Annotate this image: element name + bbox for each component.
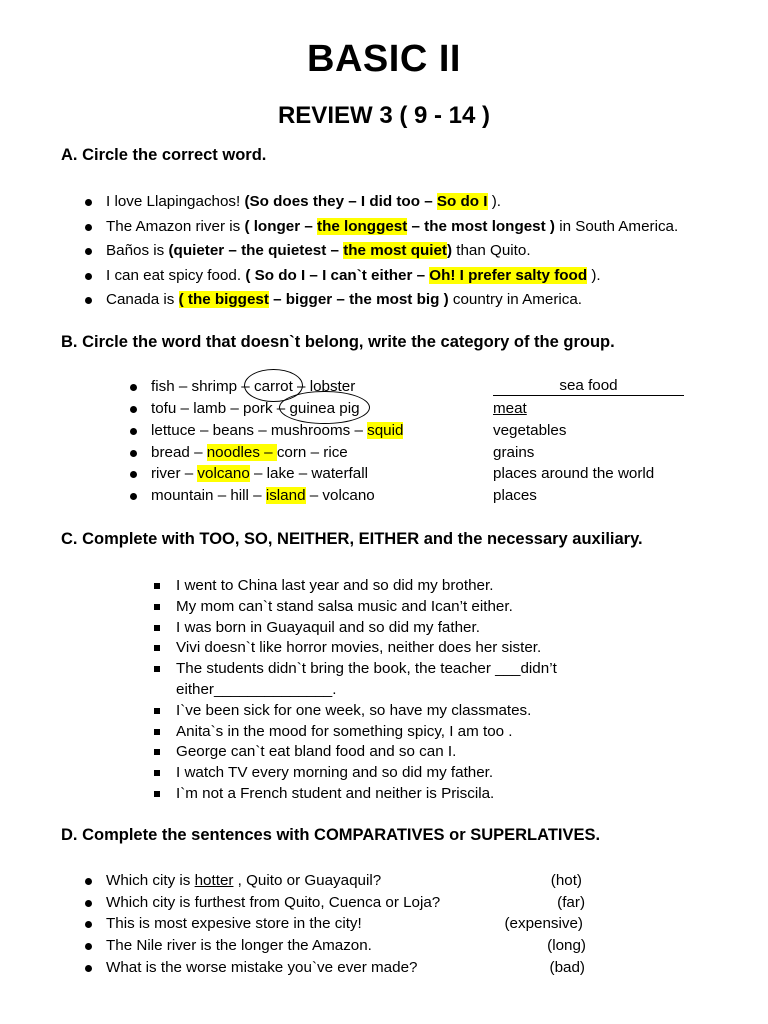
bullet-dot [85, 965, 92, 972]
list-item: George can`t eat bland food and so can I. [176, 743, 457, 760]
list-item: Vivi doesn`t like horror movies, neither does her sister. [176, 639, 542, 656]
list-item: I was born in Guayaquil and so did my father. [176, 619, 480, 636]
list-item [106, 192, 501, 212]
list-item [151, 486, 375, 506]
item-text: , Quito or Guayaquil? [233, 872, 382, 889]
item-text: mountain – hill – [151, 487, 266, 504]
item-text: fish – shrimp – [151, 378, 254, 395]
list-item [106, 241, 531, 261]
section-b-heading: B. Circle the word that doesn`t belong, write the category of the group. [61, 333, 615, 351]
item-text: – volcano [305, 487, 375, 504]
item-text: The Nile river is the longer the Amazon. [106, 937, 372, 954]
bullet-square [154, 666, 160, 672]
section-a-heading: A. Circle the correct word. [61, 146, 267, 164]
word-hint: (hot) [550, 872, 582, 889]
bullet-dot [85, 921, 92, 928]
list-item [106, 290, 582, 310]
item-text: Canada is [106, 291, 179, 308]
item-text: Which city is furthest from Quito, Cuenca or Loja? [106, 894, 441, 911]
bullet-square [154, 791, 160, 797]
item-text: ( So do I – I can`t either – [245, 267, 430, 284]
item-text: (quieter – the quietest – [168, 242, 344, 259]
list-item [106, 914, 362, 934]
bullet-dot [85, 900, 92, 907]
item-text: lettuce – beans – mushrooms – [151, 422, 368, 439]
item-text: (So does they – I did too – [244, 193, 437, 210]
item-text: than Quito. [452, 242, 531, 259]
list-item: I went to China last year and so did my brother. [176, 577, 494, 594]
bullet-dot [85, 199, 92, 206]
list-item: The students didn`t bring the book, the teacher ___didn’t [176, 660, 557, 677]
item-text: – lake – waterfall [249, 465, 368, 482]
item-text: ). [587, 267, 601, 284]
bullet-square [154, 583, 160, 589]
item-text: – lobster [292, 378, 356, 395]
list-item-continuation: either______________. [176, 681, 337, 698]
item-text: – bigger – the most big ) [268, 291, 449, 308]
list-item [151, 464, 368, 484]
list-item [106, 871, 381, 891]
bullet-square [154, 604, 160, 610]
bullet-dot [130, 450, 137, 457]
bullet-dot [130, 428, 137, 435]
section-d-heading: D. Complete the sentences with COMPARATIVES or SUPERLATIVES. [61, 826, 601, 844]
bullet-dot [130, 406, 137, 413]
item-text: corn – rice [276, 444, 348, 461]
bullet-square [154, 708, 160, 714]
item-text: in South America. [554, 218, 679, 235]
category-answer: sea food [493, 377, 684, 396]
item-text: Baños is [106, 242, 169, 259]
bullet-square [154, 625, 160, 631]
bullet-dot [85, 943, 92, 950]
list-item: I`m not a French student and neither is Priscila. [176, 785, 495, 802]
list-item [106, 893, 440, 913]
item-text: island [265, 487, 306, 504]
list-item [106, 936, 372, 956]
bullet-square [154, 770, 160, 776]
bullet-dot [130, 384, 137, 391]
item-text: the longgest [317, 218, 408, 235]
item-text: The Amazon river is [106, 218, 245, 235]
word-hint: (expensive) [504, 915, 583, 932]
circled-word: guinea pig [289, 400, 360, 417]
bullet-dot [130, 493, 137, 500]
item-text: tofu – lamb – pork – [151, 400, 290, 417]
item-text: hotter [194, 872, 234, 889]
word-hint: (bad) [549, 959, 585, 976]
list-item: Anita`s in the mood for something spicy, I am too . [176, 723, 513, 740]
item-text: squid [367, 422, 404, 439]
bullet-dot [85, 273, 92, 280]
item-text: volcano [197, 465, 250, 482]
list-item [151, 421, 403, 441]
section-c-heading: C. Complete with TOO, SO, NEITHER, EITHER and the necessary auxiliary. [61, 530, 643, 548]
list-item: I watch TV every morning and so did my father. [176, 764, 494, 781]
item-text: Oh! I prefer salty food [429, 267, 588, 284]
item-text: I can eat spicy food. [106, 267, 246, 284]
bullet-square [154, 645, 160, 651]
category-answer: vegetables [493, 422, 567, 439]
list-item [106, 266, 601, 286]
item-text: Which city is [106, 872, 195, 889]
bullet-dot [85, 297, 92, 304]
word-hint: (long) [547, 937, 586, 954]
category-answer: meat [493, 400, 527, 417]
category-answer: places around the world [493, 465, 655, 482]
bullet-dot [85, 224, 92, 231]
item-text: river – [151, 465, 198, 482]
worksheet-subtitle: REVIEW 3 ( 9 - 14 ) [277, 102, 491, 129]
item-text: bread – [151, 444, 207, 461]
bullet-square [154, 749, 160, 755]
item-text: This is most expesive store in the city! [106, 915, 362, 932]
item-text: So do I [436, 193, 488, 210]
item-text: What is the worse mistake you`ve ever made? [106, 959, 418, 976]
bullet-dot [85, 248, 92, 255]
word-hint: (far) [557, 894, 585, 911]
bullet-dot [85, 878, 92, 885]
worksheet-title: BASIC II [307, 38, 461, 80]
item-text: noodles – [206, 444, 277, 461]
list-item [151, 443, 348, 463]
category-answer: places [493, 487, 537, 504]
item-text: the most quiet [343, 242, 447, 259]
list-item [106, 217, 678, 237]
list-item [106, 958, 417, 978]
item-text: – the most longest ) [407, 218, 555, 235]
circled-word: carrot [253, 378, 293, 395]
item-text: country in America. [448, 291, 583, 308]
answer-circle [279, 391, 369, 424]
item-text: ( longer – [244, 218, 318, 235]
bullet-dot [130, 471, 137, 478]
bullet-square [154, 729, 160, 735]
category-answer: grains [493, 444, 535, 461]
item-text: ( the biggest [178, 291, 269, 308]
item-text: I love Llapingachos! [106, 193, 245, 210]
item-text: ). [491, 193, 502, 210]
item-text: ) [446, 242, 453, 259]
list-item: My mom can`t stand salsa music and Ican’t either. [176, 598, 513, 615]
list-item: I`ve been sick for one week, so have my classmates. [176, 702, 532, 719]
